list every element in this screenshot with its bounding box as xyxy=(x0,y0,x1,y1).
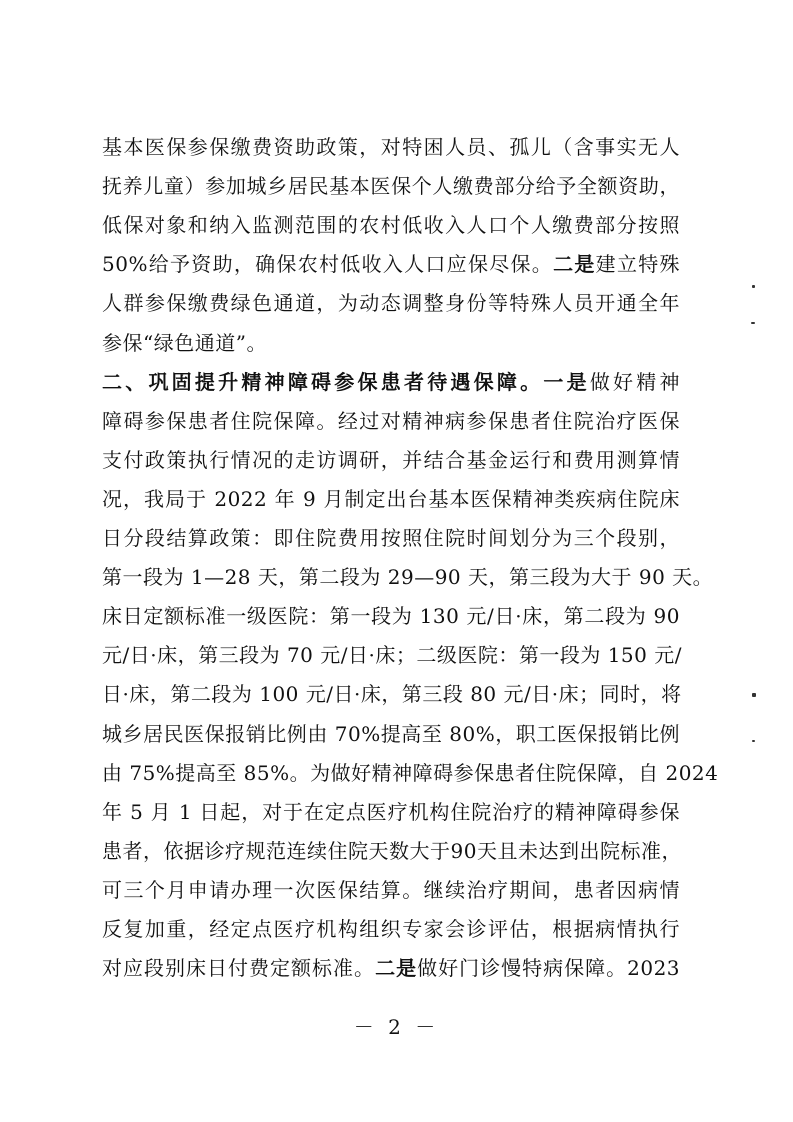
text-line xyxy=(102,836,680,866)
text-segment: 日·床，第二段为 100 元/日·床，第三段 80 元/日·床；同时，将 xyxy=(102,682,682,707)
text-segment: 低保对象和纳入监测范围的农村低收入人口个人缴费部分按照 xyxy=(102,213,680,238)
scan-speck xyxy=(752,285,755,288)
bold-text-segment: 二是 xyxy=(553,252,596,277)
text-line xyxy=(102,875,680,905)
text-line xyxy=(102,328,680,358)
text-segment: 日分段结算政策：即住院费用按照住院时间划分为三个段别， xyxy=(102,526,680,550)
text-line xyxy=(102,406,680,436)
text-segment: 人群参保缴费绿色通道，为动态调整身份等特殊人员开通全年 xyxy=(102,291,680,316)
bold-text-segment: 一是 xyxy=(543,369,590,394)
bold-text-segment: 二是 xyxy=(375,956,418,981)
text-segment: 元/日·床，第三段为 70 元/日·床；二级医院：第一段为 150 元/ xyxy=(102,643,682,668)
text-line xyxy=(102,288,680,318)
text-segment: 障碍参保患者住院保障。经过对精神病参保患者住院治疗医保 xyxy=(102,408,680,433)
text-segment: 对应段别床日付费定额标准。 xyxy=(102,956,376,981)
page-number: － 2 － xyxy=(353,1015,440,1039)
text-segment: 城乡居民医保报销比例由 70%提高至 80%，职工医保报销比例 xyxy=(102,721,680,746)
text-segment: 年 5 月 1 日起，对于在定点医疗机构住院治疗的精神障碍参保 xyxy=(102,799,680,824)
text-segment: 可三个月申请办理一次医保结算。继续治疗期间，患者因病情 xyxy=(102,877,680,902)
text-segment: 建立特殊 xyxy=(595,252,681,277)
text-segment: 做好门诊慢特病保障。2023 xyxy=(417,956,681,981)
text-line xyxy=(102,562,714,592)
text-segment: 基本医保参保缴费资助政策，对特困人员、孤儿（含事实无人 xyxy=(102,135,680,159)
text-line xyxy=(102,249,680,279)
text-line xyxy=(102,523,680,553)
text-segment: 50%给予资助，确保农村低收入人口应保尽保。 xyxy=(102,252,554,277)
text-segment: 抚养儿童）参加城乡居民基本医保个人缴费部分给予全额资助， xyxy=(102,174,680,199)
scan-speck xyxy=(751,322,755,324)
text-line xyxy=(102,719,680,749)
text-line xyxy=(102,914,680,944)
text-line xyxy=(102,953,680,983)
text-line xyxy=(102,132,680,162)
scan-speck xyxy=(752,693,756,697)
text-line xyxy=(102,797,680,827)
text-line xyxy=(102,640,680,670)
text-segment: 况，我局于 2022 年 9 月制定出台基本医保精神类疾病住院床 xyxy=(102,486,680,511)
text-segment: 支付政策执行情况的走访调研，并结合基金运行和费用测算情 xyxy=(102,447,680,472)
text-line xyxy=(102,367,680,397)
text-segment: 参保“绿色通道”。 xyxy=(102,330,267,355)
text-line xyxy=(102,210,680,240)
scan-speck xyxy=(752,740,755,742)
text-segment: 床日定额标准一级医院：第一段为 130 元/日·床，第二段为 90 xyxy=(102,604,680,629)
text-segment: 做好精神 xyxy=(589,369,681,394)
text-line xyxy=(102,601,680,631)
bold-text-segment: 二、巩固提升精神障碍参保患者待遇保障。 xyxy=(102,369,544,394)
text-segment: 反复加重，经定点医疗机构组织专家会诊评估，根据病情执行 xyxy=(102,917,680,941)
text-line xyxy=(102,484,680,514)
text-line xyxy=(102,758,719,788)
text-line xyxy=(102,445,680,475)
text-line xyxy=(102,679,680,709)
text-line xyxy=(102,171,680,201)
text-segment: 由 75%提高至 85%。为做好精神障碍参保患者住院保障，自 2024 xyxy=(102,760,719,785)
text-segment: 患者，依据诊疗规范连续住院天数大于90天且未达到出院标准， xyxy=(102,838,682,863)
text-segment: 第一段为 1—28 天，第二段为 29—90 天，第三段为大于 90 天。 xyxy=(102,565,714,590)
